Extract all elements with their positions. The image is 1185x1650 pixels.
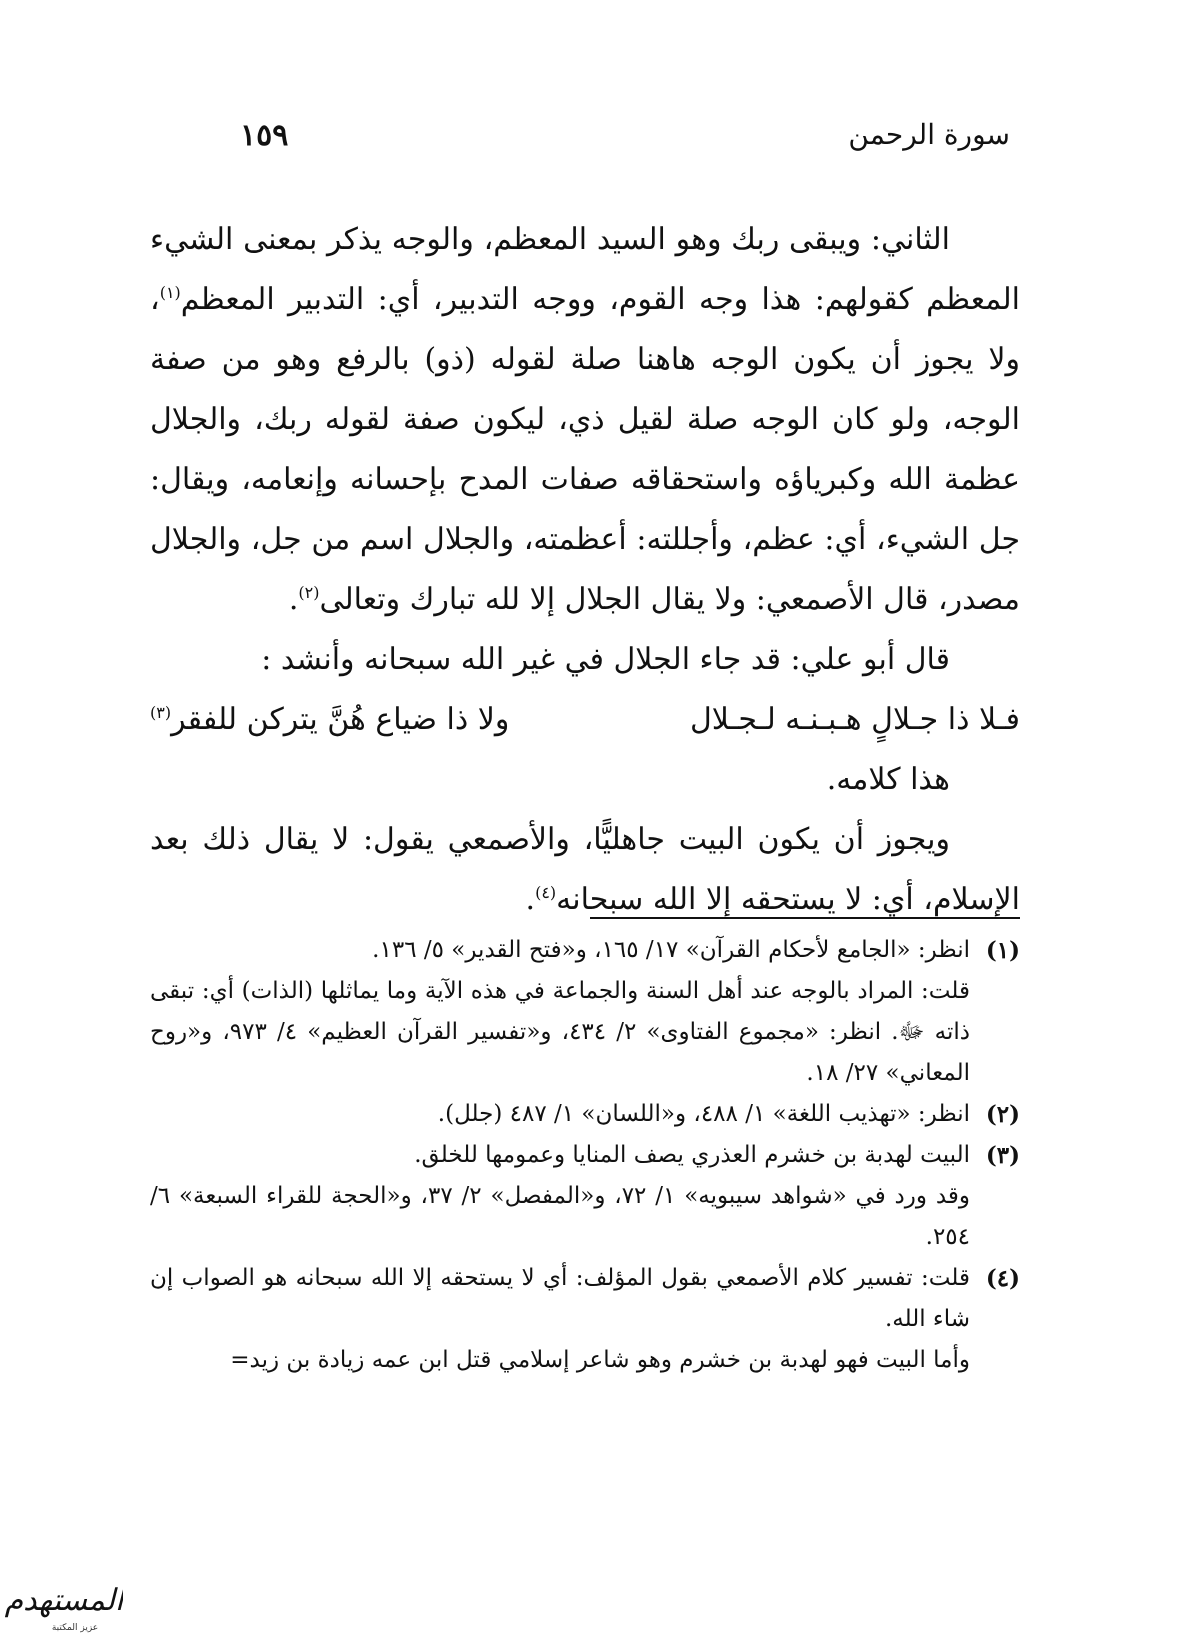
- footnote-body: [150, 1094, 970, 1135]
- footnote-line: وأما البيت فهو لهدبة بن خشرم وهو شاعر إسلامي قتل ابن عمه زيادة بن زيد=: [230, 1347, 970, 1373]
- running-title: سورة الرحمن: [848, 118, 1010, 151]
- footnote-line: قلت: المراد بالوجه عند أهل السنة والجماعة في هذه الآية وما يماثلها (الذات) أي: تبقى ذاته ﷻ. انظر: «مجموع الفتاوى» ٢/ ٤٣٤، و«تفسير القرآن العظيم» ٤/ ٩٧٣، و«روح المعاني» ٢٧/ ١٨.: [150, 978, 971, 1086]
- footnote-number: (١): [985, 937, 1020, 964]
- paragraph-4-part-b: .: [525, 882, 536, 917]
- footnote-ref-4: (٤): [535, 883, 557, 902]
- paragraph-1-part-a: الثاني: ويبقى ربك وهو السيد المعظم، والوجه يذكر بمعنى الشيء المعظم كقولهم: هذا وجه القوم، ووجه التدبير، أي: التدبير المعظم: [150, 222, 1020, 317]
- verse-second-hemistich-wrap: [150, 690, 509, 750]
- page-header: [240, 118, 1010, 168]
- footnote-ref-3: (٣): [150, 703, 172, 722]
- footnote-line: انظر: «تهذيب اللغة» ١/ ٤٨٨، و«اللسان» ١/ ٤٨٧ (جلل).: [437, 1101, 970, 1127]
- footnote-ref-2: (٢): [298, 583, 320, 602]
- footnote-number: (٤): [985, 1265, 1020, 1292]
- paragraph-4-part-a: ويجوز أن يكون البيت جاهليًّا، والأصمعي يقول: لا يقال ذلك بعد الإسلام، أي: لا يستحقه إلا الله سبحانه: [150, 822, 1020, 917]
- footnotes: [150, 930, 1020, 1381]
- footnote-body: [150, 1135, 970, 1258]
- footnote-number: (٢): [985, 1101, 1020, 1128]
- logo-main-text: المستهدم: [5, 1583, 123, 1618]
- verse-first-hemistich: فـلا ذا جـلالٍ هـبـنـه لـجـلال: [689, 702, 1020, 737]
- paragraph-1-part-b: ، ولا يجوز أن يكون الوجه هاهنا صلة لقوله (ذو) بالرفع وهو من صفة الوجه، ولو كان الوجه صلة لقيل ذي، ليكون صفة لقوله ربك، والجلال عظمة الله وكبرياؤه واستحقاقه صفات المدح بإحسانه وإنعامه، ويقال: جل الشيء، أي: عظم، وأجللته: أعظمته، والجلال اسم من جل، والجلال مصدر، قال الأصمعي: ولا يقال الجلال إلا لله تبارك وتعالى: [150, 282, 1020, 617]
- footnote-line: وقد ورد في «شواهد سيبويه» ١/ ٧٢، و«المفصل» ٢/ ٣٧، و«الحجة للقراء السبعة» ٦/ ٢٥٤.: [150, 1183, 971, 1250]
- paragraph-1-part-c: .: [288, 582, 299, 617]
- paragraph-2: قال أبو علي: قد جاء الجلال في غير الله سبحانه وأنشد :: [261, 642, 950, 677]
- footnote-line: انظر: «الجامع لأحكام القرآن» ١٧/ ١٦٥، و«فتح القدير» ٥/ ١٣٦.: [372, 937, 970, 963]
- footnote-1: [150, 930, 1020, 1094]
- page-number: ١٥٩: [240, 118, 289, 153]
- logo-sub-text: عزيز المكتبة: [51, 1623, 99, 1633]
- paragraph-4: [150, 810, 1020, 930]
- footnote-2: [150, 1094, 1020, 1135]
- footnote-line: البيت لهدبة بن خشرم العذري يصف المنايا وعمومها للخلق.: [414, 1142, 970, 1168]
- footnote-4: [150, 1258, 1020, 1381]
- footnote-body: [150, 1258, 970, 1381]
- paragraph-3: هذا كلامه.: [826, 762, 950, 797]
- footnote-line: قلت: تفسير كلام الأصمعي بقول المؤلف: أي لا يستحقه إلا الله سبحانه هو الصواب إن شاء الله.: [150, 1265, 970, 1332]
- publisher-logo: [5, 1572, 123, 1638]
- footnote-body: [150, 930, 970, 1094]
- footnote-ref-1: (١): [159, 283, 181, 302]
- footnote-number: (٣): [985, 1142, 1020, 1169]
- footnote-3: [150, 1135, 1020, 1258]
- footnote-separator: [590, 917, 1020, 919]
- main-text: [150, 210, 1020, 930]
- paragraph-1: [150, 210, 1020, 630]
- verse-second-hemistich: ولا ذا ضياع هُنَّ يتركن للفقر: [171, 702, 510, 737]
- poetry-verse: [150, 690, 1020, 750]
